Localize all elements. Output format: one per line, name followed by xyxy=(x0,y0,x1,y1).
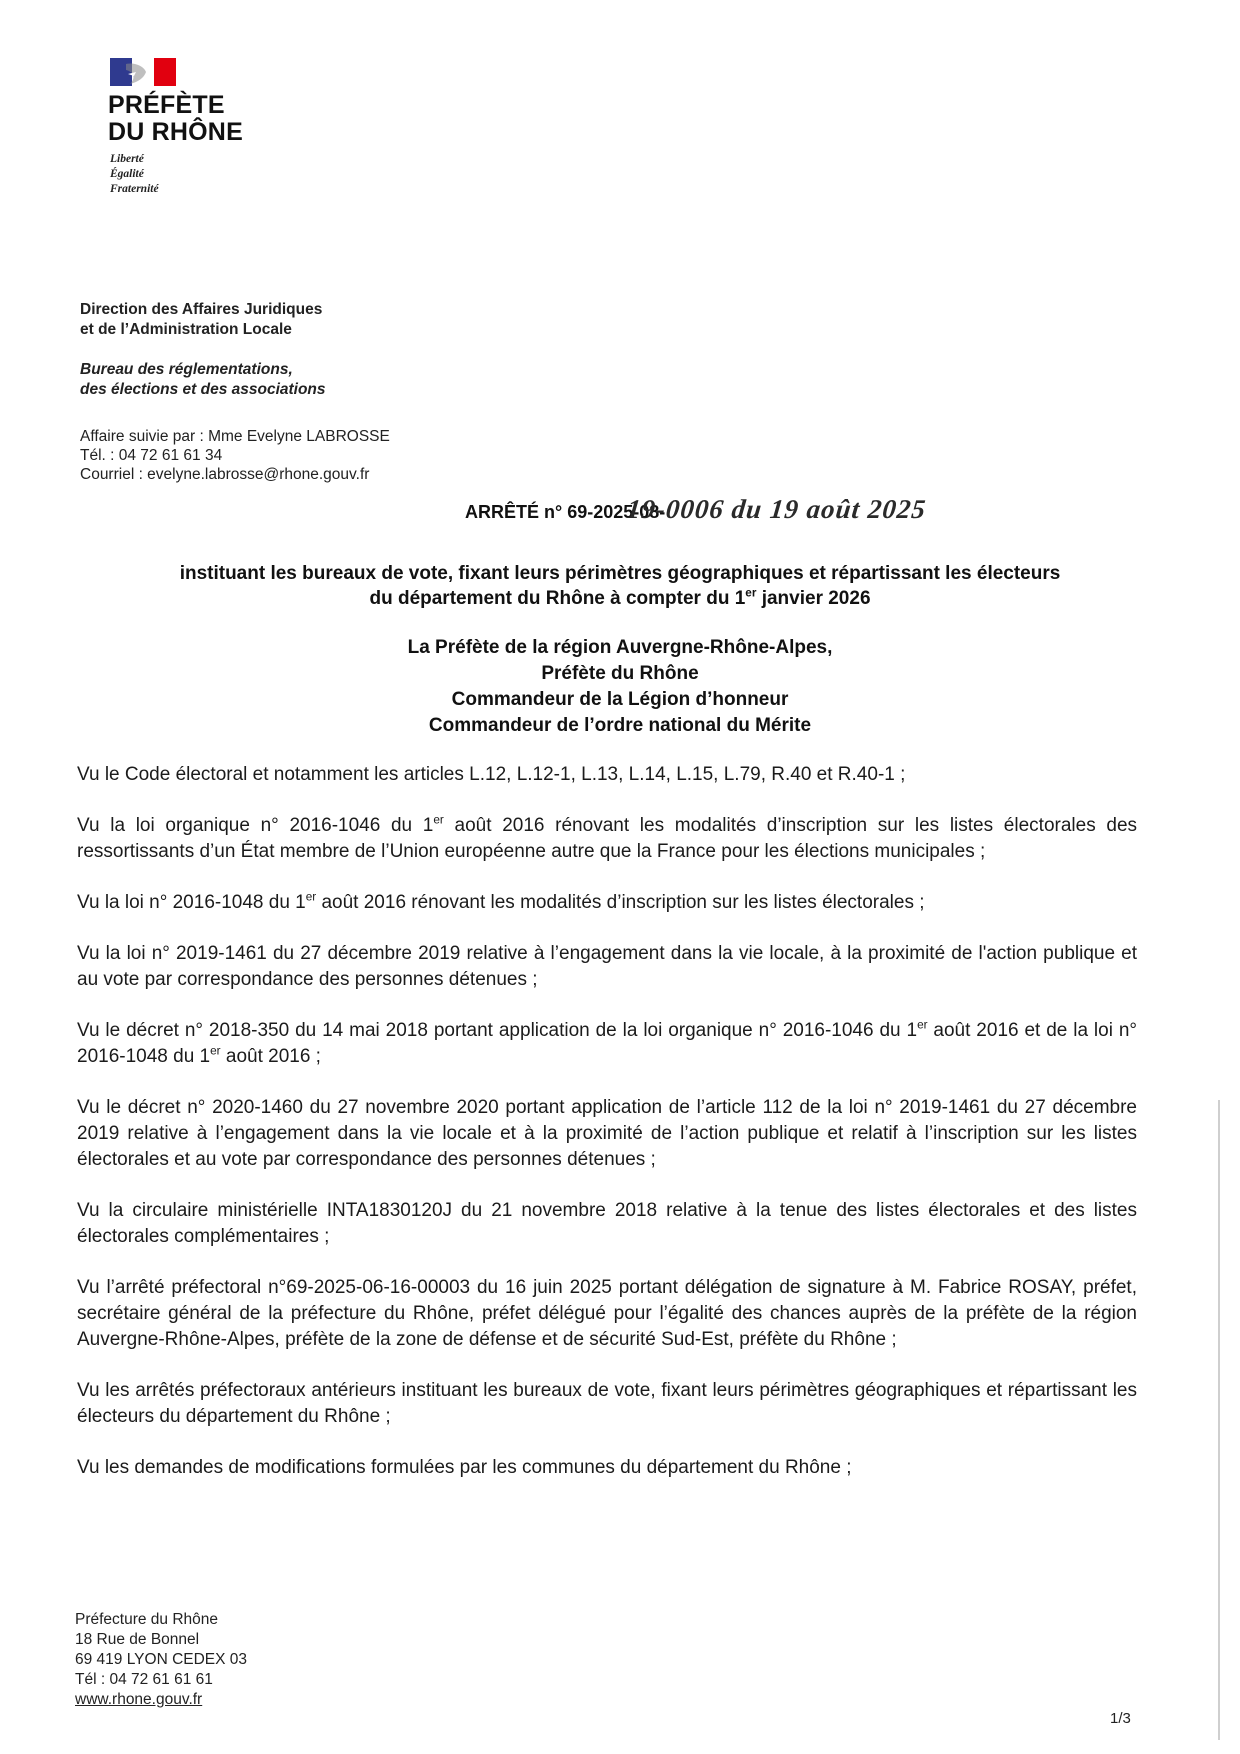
website-link[interactable]: www.rhone.gouv.fr xyxy=(75,1691,203,1708)
bureau-line2: des élections et des associations xyxy=(80,381,326,398)
title-line: Commandeur de la Légion d’honneur xyxy=(451,689,789,710)
title-line: Commandeur de l’ordre national du Mérite xyxy=(428,715,812,736)
republic-motto xyxy=(110,152,159,197)
visa-item: Vu l’arrêté préfectoral n°69-2025-06-16-00003 du 16 juin 2025 portant délégation de signature à M. Fabrice ROSAY, préfet, secrétaire général de la préfecture du Rhône, préfet délégué pour l’égalité des chances auprès de la préfète de la région Auvergne-Rhône-Alpes, préfète de la zone de défense et de sécurité Sud-Est, préfète du Rhône ; xyxy=(77,1277,1137,1350)
visas-list xyxy=(77,762,1137,1506)
bureau-block xyxy=(80,360,326,400)
page-number: 1/3 xyxy=(1110,1710,1131,1727)
contact-phone: Tél. : 04 72 61 61 34 xyxy=(80,447,223,464)
visa-item: Vu le Code électoral et notamment les articles L.12, L.12-1, L.13, L.14, L.15, L.79, R.40 et R.40-1 ; xyxy=(77,764,906,785)
visa-item: Vu les demandes de modifications formulées par les communes du département du Rhône ; xyxy=(77,1457,852,1478)
motto-fraternite: Fraternité xyxy=(110,183,159,195)
motto-egalite: Égalité xyxy=(110,168,144,180)
footer-line: 18 Rue de Bonnel xyxy=(75,1631,200,1648)
bureau-line1: Bureau des réglementations, xyxy=(80,361,293,378)
prefecture-title-line2: DU RHÔNE xyxy=(108,118,243,146)
title-line: Préfète du Rhône xyxy=(541,663,699,684)
marianne-logo xyxy=(110,58,176,86)
footer-line: 69 419 LYON CEDEX 03 xyxy=(75,1651,248,1668)
visa-item: Vu le décret n° 2020-1460 du 27 novembre 2020 portant application de l’article 112 de la loi n° 2019-1461 du 27 décembre 2019 relative à l’engagement dans la vie locale et à la proximité de l’action publique et relatif à l’inscription sur les listes électorales et au vote par correspondance des personnes détenues ; xyxy=(77,1097,1137,1170)
footer-line: Préfecture du Rhône xyxy=(75,1611,219,1628)
visa-item: Vu la loi organique n° 2016-1046 du 1er août 2016 rénovant les modalités d’inscription sur les listes électorales des ressortissants d’un État membre de l’Union européenne autre que la France pour les élections municipales ; xyxy=(77,813,1138,862)
title-line: La Préfète de la région Auvergne-Rhône-Alpes, xyxy=(407,637,833,658)
direction-line2: et de l’Administration Locale xyxy=(80,321,292,338)
visa-item: Vu la loi n° 2019-1461 du 27 décembre 2019 relative à l’engagement dans la vie locale, à la proximité de l'action publique et au vote par correspondance des personnes détenues ; xyxy=(77,943,1137,990)
motto-liberte: Liberté xyxy=(110,153,144,165)
arrete-number: ARRÊTÉ n° 69-2025-08- xyxy=(465,502,666,522)
contact-person: Affaire suivie par : Mme Evelyne LABROSSE xyxy=(80,428,390,445)
object-line2: du département du Rhône à compter du 1er janvier 2026 xyxy=(369,586,871,609)
prefecture-title-line1: PRÉFÈTE xyxy=(108,91,225,119)
footer-address xyxy=(75,1610,247,1710)
arrete-object xyxy=(80,561,1160,611)
prefect-titles xyxy=(80,635,1160,739)
visa-item: Vu la loi n° 2016-1048 du 1er août 2016 rénovant les modalités d’inscription sur les listes électorales ; xyxy=(77,890,925,913)
scan-edge-line xyxy=(1218,1100,1220,1740)
visa-item: Vu la circulaire ministérielle INTA1830120J du 21 novembre 2018 relative à la tenue des listes électorales et des listes électorales complémentaires ; xyxy=(77,1200,1137,1247)
footer-line: Tél : 04 72 61 61 61 xyxy=(75,1671,213,1688)
prefecture-title xyxy=(108,92,243,146)
handwritten-number-date: 19-0006 du 19 août 2025 xyxy=(625,494,928,524)
visa-item: Vu le décret n° 2018-350 du 14 mai 2018 portant application de la loi organique n° 2016-1046 du 1er août 2016 et de la loi n° 2016-1048 du 1er août 2016 ; xyxy=(77,1018,1137,1067)
contact-block xyxy=(80,427,390,484)
object-line1: instituant les bureaux de vote, fixant leurs périmètres géographiques et répartissant les électeurs xyxy=(179,563,1061,584)
direction-block xyxy=(80,300,322,340)
contact-email: Courriel : evelyne.labrosse@rhone.gouv.fr xyxy=(80,466,370,483)
direction-line1: Direction des Affaires Juridiques xyxy=(80,301,323,318)
visa-item: Vu les arrêtés préfectoraux antérieurs instituant les bureaux de vote, fixant leurs périmètres géographiques et répartissant les électeurs du département du Rhône ; xyxy=(77,1380,1137,1427)
